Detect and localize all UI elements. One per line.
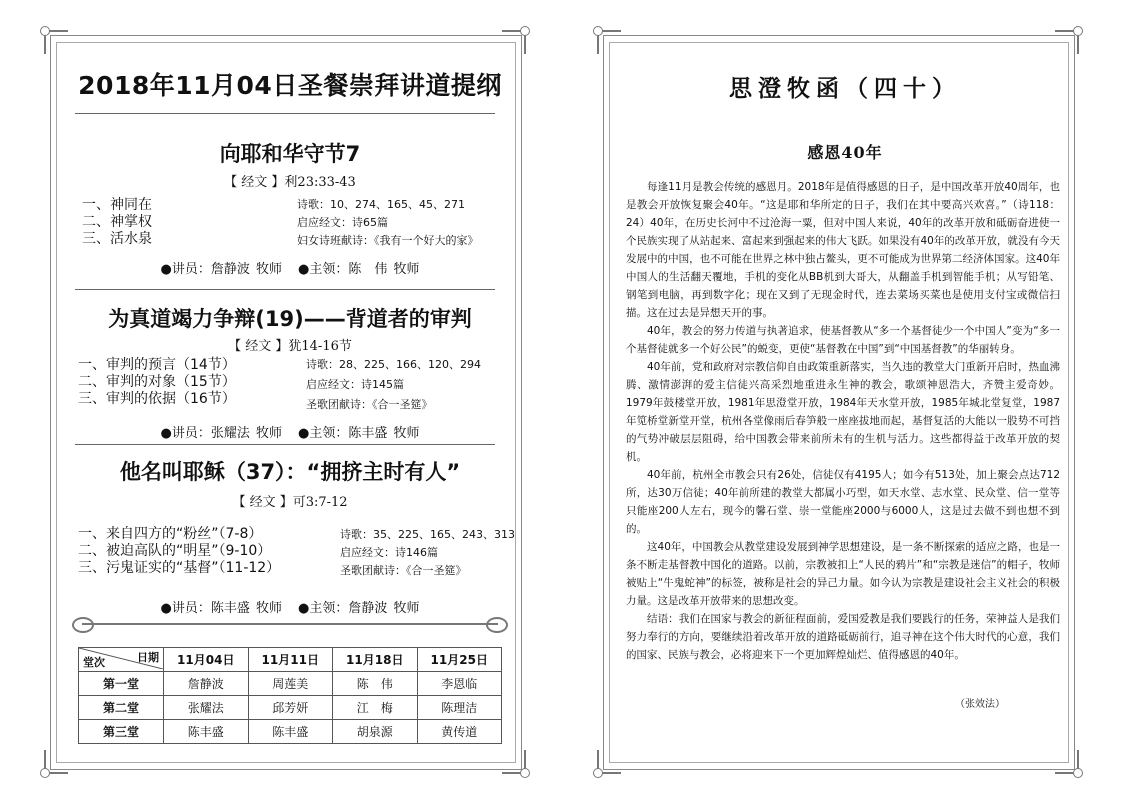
sermon-point: 三、活水泉 [82,231,152,247]
right-corner-ornament [1055,750,1079,774]
corner-date-label: 日期 [137,651,159,664]
date-header: 11月11日 [248,648,333,672]
sermon-point: 二、被迫高队的“明星”（9-10） [78,543,272,559]
article-paragraph: 40年前，杭州全市教会只有26处，信徒仅有4195人；如今有513处，加上聚会点达712所，达30万信徒；40年前所建的教堂大都属小巧型，如天水堂、志水堂、民众堂、信一堂等只能座200人左右，现今的馨石堂、崇一堂能座2000与6000人，这是过去做不到也想不到的。 [626,469,1060,535]
preacher: ●讲员：张耀法 牧师 [160,426,282,441]
leader: ●主领：詹静波 牧师 [298,601,420,616]
service-label: 第二堂 [79,696,164,720]
table-corner-cell [79,648,164,672]
preacher-schedule-table [78,647,502,744]
sermon-scripture: 【 经文 】利23:33-43 [224,175,356,190]
table-row [79,696,502,720]
sermon-point: 一、神同在 [82,197,152,213]
table-cell: 陈 伟 [333,672,418,696]
table-cell: 陈丰盛 [248,720,333,744]
sermon-title: 他名叫耶稣（37）：“拥挤主时有人” [119,460,461,484]
pastoral-letter-title [620,70,1070,103]
preacher: ●讲员：詹静波 牧师 [160,262,282,277]
sermon-point: 三、污鬼证实的“基督”（11-12） [78,560,281,576]
divider [75,113,495,114]
hymn-line: 启应经文：诗146篇 [340,546,438,559]
table-cell: 李恩临 [417,672,502,696]
article-body [626,178,1060,664]
left-corner-ornament [502,750,526,774]
article-paragraph: 40年，教会的努力传道与执著追求，使基督教从“多一个基督徒少一个中国人”变为“多一个基督徒就多一个好公民”的蜕变，更使“基督教在中国”到“中国基督教”的华丽转身。 [626,325,1060,355]
table-header-row [79,648,502,672]
sermon-point: 一、来自四方的“粉丝”（7-8） [78,526,263,542]
sermon-title: 为真道竭力争辩(19)——背道者的审判 [108,307,472,331]
hymn-line: 诗歌：10、274、165、45、271 [297,198,465,211]
sermon-hymns [297,196,479,250]
sermon-points [82,197,152,248]
service-label: 第一堂 [79,672,164,696]
article-paragraph: 每逢11月是教会传统的感恩月。2018年是值得感恩的日子，是中国改革开放40周年，也是教会开放恢复聚会40年。“这是耶和华所定的日子，我们在其中要高兴欢喜。”（诗118：24）40年，在历史长河中不过沧海一粟，但对中国人来说，40年的改革开放和砥砺奋进使一个民族实现了从站起来、富起来到强起来的伟大飞跃。如果没有40年的改革开放，就没有今天发展中的中国，也不可能在世界之林中独占鳌头，更不可能成为世界第二经济体国家。这40年中国人的生活翻天覆地，手机的变化从BB机到大哥大，从翻盖手机到智能手机；从写铅笔、钢笔到电脑，再到数字化；现在又到了无现金时代，连去菜场买菜也是使用支付宝或微信扫描。这在过去是异想天开的事。 [626,181,1060,319]
right-corner-ornament [597,30,621,54]
right-corner-ornament [597,750,621,774]
sermon-point: 三、审判的依据（16节） [78,391,236,407]
sermon-hymns [340,526,515,580]
left-corner-ornament [44,750,68,774]
table-row [79,672,502,696]
hymn-line: 启应经文：诗65篇 [297,216,388,229]
divider [75,289,495,290]
table-row [79,720,502,744]
sermon-points [78,526,280,577]
sermon-point: 二、神掌权 [82,214,152,230]
sermon-roles [75,422,505,441]
hymn-line: 妇女诗班献诗：《我有一个好大的家》 [297,234,479,247]
title-end: ） [932,75,961,102]
left-corner-ornament [44,30,68,54]
table-cell: 陈理洁 [417,696,502,720]
title-main: 思澄牧函（ [729,75,874,102]
table-cell: 周莲美 [248,672,333,696]
hymn-line: 启应经文：诗145篇 [306,378,404,391]
article-paragraph: 这40年，中国教会从教堂建设发展到神学思想建设，是一条不断探索的适应之路，也是一条不断走基督教中国化的道路。以前，宗教被扣上“人民的鸦片”和“宗教是迷信”的帽子，牧师被贴上“牛鬼蛇神”的标签，被称是社会的异己力量。如今认为宗教是建设社会主义社会的积极力量。这是改革开放带来的思想改变。 [626,541,1060,607]
sermon-scripture: 【 经文 】可3:7-12 [232,495,348,510]
outline-title: 2018年11月04日圣餐崇拜讲道提纲 [78,71,502,100]
preacher: ●讲员：陈丰盛 牧师 [160,601,282,616]
table-cell: 江 梅 [333,696,418,720]
article-paragraph: 结语：我们在国家与教会的新征程面前，爱国爱教是我们要践行的任务，荣神益人是我们努力奉行的方向，要继续沿着改革开放的道路砥砺前行，追寻神在这个伟大时代的心意，我们的国家、民族与教会，必将迎来下一个更加辉煌灿烂、值得感恩的40年。 [626,613,1060,661]
title-number: 四十 [874,75,932,102]
leader: ●主领：陈 伟 牧师 [298,262,420,277]
left-corner-ornament [502,30,526,54]
service-label: 第三堂 [79,720,164,744]
sermon-roles [75,258,505,277]
date-header: 11月25日 [417,648,502,672]
table-cell: 张耀法 [164,696,249,720]
article-author: （张效法） [955,699,1005,710]
leader: ●主领：陈丰盛 牧师 [298,426,420,441]
divider [75,444,495,445]
article-paragraph: 40年前，党和政府对宗教信仰自由政策重新落实，当久违的教堂大门重新开启时，热血沸腾、激情澎湃的爱主信徒兴高采烈地重进永生神的教会，歌颂神恩浩大，齐赞主爱奇妙。1979年鼓楼堂开放，1981年思澄堂开放，1984年天水堂开放，1985年城北堂复堂，1987年笕桥堂新堂开堂，杭州各堂像雨后春笋般一座座拔地而起，基督复活的大能以一股势不可挡的气势冲破层层阻碍，给中国教会带来前所未有的生机与活力。这些都得益于改革开放的契机。 [626,361,1060,463]
corner-service-label: 堂次 [83,656,105,669]
sermon-roles [75,597,505,616]
hymn-line: 圣歌团献诗：《合一圣筵》 [340,564,467,577]
date-header: 11月18日 [333,648,418,672]
date-header: 11月04日 [164,648,249,672]
table-cell: 邱芳妍 [248,696,333,720]
hymn-line: 诗歌：28、225、166、120、294 [306,358,481,371]
sermon-points [78,357,236,408]
hymn-line: 诗歌：35、225、165、243、313 [340,528,515,541]
table-cell: 胡泉源 [333,720,418,744]
table-cell: 詹静波 [164,672,249,696]
sermon-scripture: 【 经文 】犹14-16节 [228,339,352,354]
ornamental-divider [72,617,508,631]
article-subtitle: 感恩40年 [807,143,883,162]
sermon-point: 二、审判的对象（15节） [78,374,236,390]
sermon-title: 向耶和华守节7 [219,142,361,166]
sermon-point: 一、审判的预言（14节） [78,357,236,373]
table-cell: 黄传道 [417,720,502,744]
right-corner-ornament [1055,30,1079,54]
table-cell: 陈丰盛 [164,720,249,744]
hymn-line: 圣歌团献诗：《合一圣筵》 [306,398,433,411]
sermon-hymns [306,355,481,415]
